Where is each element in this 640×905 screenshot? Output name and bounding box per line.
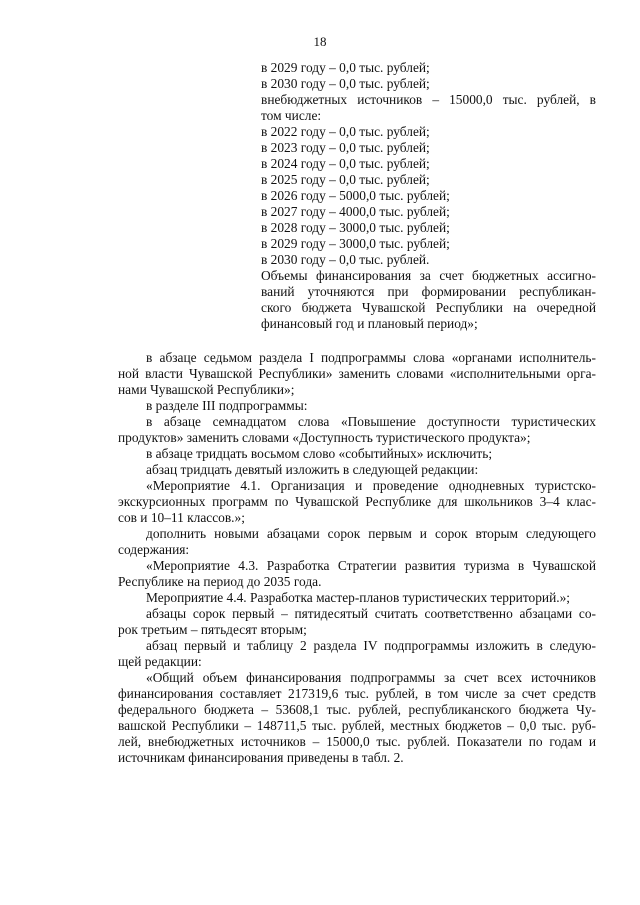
text-line: ной власти Чувашской Республики» заменить словами «исполнительными орга- <box>118 366 596 381</box>
text-line: лей, внебюджетных источников – 15000,0 тыс. рублей. Показатели по годам и <box>118 734 596 749</box>
text-line: сов и 10–11 классов.»; <box>118 510 245 525</box>
funding-note-line: Объемы финансирования за счет бюджетных ассигно- <box>261 268 596 283</box>
text-line: «Мероприятие 4.3. Разработка Стратегии развития туризма в Чувашской <box>146 558 596 573</box>
funding-block <box>261 60 596 332</box>
text-line: «Общий объем финансирования подпрограммы за счет всех источников <box>146 670 596 685</box>
year-line: в 2029 году – 3000,0 тыс. рублей; <box>261 236 450 251</box>
year-line: в 2023 году – 0,0 тыс. рублей; <box>261 140 430 155</box>
text-line: содержания: <box>118 542 190 557</box>
funding-note-line: ского бюджета Чувашской Республики на очередной <box>261 300 596 315</box>
offbudget-line: том числе: <box>261 108 322 123</box>
text-line: в абзаце семнадцатом слова «Повышение доступности туристических <box>146 414 596 429</box>
year-line: в 2026 году – 5000,0 тыс. рублей; <box>261 188 450 203</box>
text-line: абзац тридцать девятый изложить в следующей редакции: <box>146 462 479 477</box>
text-line: в разделе III подпрограммы: <box>146 398 308 413</box>
page-number: 18 <box>313 34 327 49</box>
text-line: экскурсионных программ по Чувашской Республике для школьников 3–4 клас- <box>118 494 596 509</box>
text-line: абзацы сорок первый – пятидесятый считать соответственно абзацами со- <box>146 606 596 621</box>
text-line: Мероприятие 4.4. Разработка мастер-планов туристических территорий.»; <box>146 590 571 605</box>
text-line: в абзаце седьмом раздела I подпрограммы слова «органами исполнитель- <box>146 350 596 365</box>
text-line: «Мероприятие 4.1. Организация и проведение однодневных туристско- <box>146 478 596 493</box>
text-line: финансирования составляет 217319,6 тыс. рублей, в том числе за счет средств <box>118 686 596 701</box>
text-line: источникам финансирования приведены в табл. 2. <box>118 750 404 765</box>
year-line: в 2028 году – 3000,0 тыс. рублей; <box>261 220 450 235</box>
text-line: вашской Республики – 148711,5 тыс. рублей, местных бюджетов – 0,0 тыс. руб- <box>118 718 596 733</box>
year-line: в 2025 году – 0,0 тыс. рублей; <box>261 172 430 187</box>
text-line: рок третьим – пятьдесят вторым; <box>118 622 307 637</box>
text-line: нами Чувашской Республики»; <box>118 382 295 397</box>
funding-note-line: ваний уточняются при формировании республикан- <box>261 284 596 299</box>
text-line: продуктов» заменить словами «Доступность туристического продукта»; <box>118 430 531 445</box>
year-line: в 2022 году – 0,0 тыс. рублей; <box>261 124 430 139</box>
year-line: в 2030 году – 0,0 тыс. рублей. <box>261 252 430 267</box>
year-line: в 2027 году – 4000,0 тыс. рублей; <box>261 204 450 219</box>
year-line: в 2029 году – 0,0 тыс. рублей; <box>261 60 430 75</box>
text-line: щей редакции: <box>118 654 202 669</box>
text-line: федерального бюджета – 53608,1 тыс. рублей, республиканского бюджета Чу- <box>118 702 596 717</box>
year-line: в 2024 году – 0,0 тыс. рублей; <box>261 156 430 171</box>
funding-note-line: финансовый год и плановый период»; <box>261 316 478 331</box>
offbudget-line: внебюджетных источников – 15000,0 тыс. рублей, в <box>261 92 596 107</box>
text-line: абзац первый и таблицу 2 раздела IV подпрограммы изложить в следую- <box>146 638 596 653</box>
main-text <box>118 350 596 766</box>
text-line: дополнить новыми абзацами сорок первым и сорок вторым следующего <box>146 526 596 541</box>
year-line: в 2030 году – 0,0 тыс. рублей; <box>261 76 430 91</box>
text-line: в абзаце тридцать восьмом слово «событийных» исключить; <box>146 446 493 461</box>
text-line: Республике на период до 2035 года. <box>118 574 322 589</box>
